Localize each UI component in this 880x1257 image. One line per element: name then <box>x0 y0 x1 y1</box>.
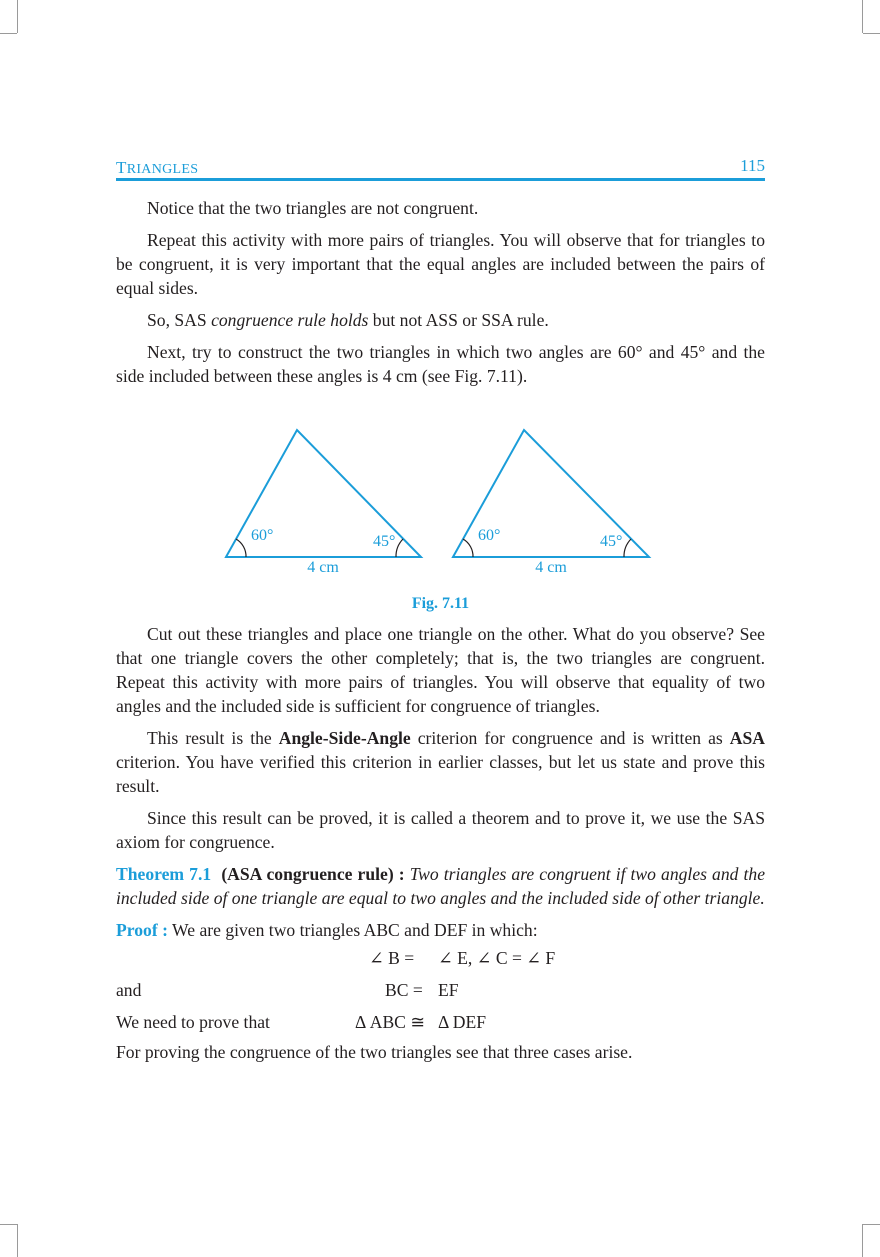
proof-line-1-rhs: ∠ E, ∠ C = ∠ F <box>438 948 556 968</box>
triangle-1-base-label: 4 cm <box>307 559 339 576</box>
page-number: 115 <box>740 156 765 175</box>
triangle-2-angle-arc-left <box>463 539 473 557</box>
crop-mark-bottom-left-h <box>0 1224 17 1225</box>
proof-line-3-lhs: Δ ABC ≅ <box>355 1012 426 1032</box>
triangle-1-angle-right-label: 45° <box>373 533 396 550</box>
paragraph-1: Notice that the two triangles are not congruent. <box>147 198 479 218</box>
theorem-name: (ASA congruence rule) : <box>221 864 405 884</box>
proof-line-2 <box>116 974 765 1006</box>
crop-mark-top-right-v <box>862 0 863 33</box>
proof-intro: Proof : We are given two triangles ABC and DEF in which: <box>116 920 538 940</box>
triangle-2-angle-left-label: 60° <box>478 527 501 544</box>
proof-line-2-word: and <box>116 980 142 1000</box>
proof-line-2-lhs: BC = <box>385 980 423 1000</box>
paragraph-2: Repeat this activity with more pairs of triangles. You will observe that for triangles to be congruent, it is very important that the equal angles are included between the pairs of equal sides. <box>116 230 765 298</box>
crop-mark-top-right-h <box>863 33 880 34</box>
proof-line-2-rhs: EF <box>438 980 459 1000</box>
theorem-7-1 <box>116 862 765 910</box>
theorem-statement: Two triangles are congruent if two angles and the included side of one triangle are equal to two angles and the included side of other triangle. <box>116 864 766 908</box>
proof-line-3-rhs: Δ DEF <box>438 1012 486 1032</box>
paragraph-4: Next, try to construct the two triangles in which two angles are 60° and 45° and the side included between these angles is 4 cm (see Fig. 7.11). <box>116 342 765 386</box>
triangles-diagram <box>116 402 765 580</box>
crop-mark-top-left-v <box>17 0 18 33</box>
paragraph-6: This result is the Angle-Side-Angle criterion for congruence and is written as ASA criterion. You have verified this criterion in earlier classes, but let us state and prove this result. <box>116 728 765 796</box>
header-rule <box>116 178 765 181</box>
triangle-2-angle-right-label: 45° <box>600 533 623 550</box>
page-body <box>116 196 765 1064</box>
paragraph-7: Since this result can be proved, it is called a theorem and to prove it, we use the SAS axiom for congruence. <box>116 808 765 852</box>
triangle-2-base-label: 4 cm <box>535 559 567 576</box>
figure-7-11 <box>116 402 765 612</box>
crop-mark-bottom-left-v <box>17 1224 18 1257</box>
chapter-title: TRIANGLES <box>116 158 199 177</box>
proof-line-1-lhs: ∠ B = <box>369 948 415 968</box>
triangle-1-angle-arc-left <box>236 539 246 557</box>
triangle-2 <box>453 430 649 576</box>
proof-line-1 <box>116 942 765 974</box>
proof-label: Proof : <box>116 920 168 940</box>
figure-caption: Fig. 7.11 <box>411 595 470 612</box>
proof-closing: For proving the congruence of the two triangles see that three cases arise. <box>116 1042 633 1062</box>
triangle-2-angle-arc-right <box>624 539 631 557</box>
crop-mark-bottom-right-h <box>863 1224 880 1225</box>
crop-mark-top-left-h <box>0 33 17 34</box>
running-header <box>116 156 765 178</box>
proof-line-3 <box>116 1006 765 1038</box>
theorem-label: Theorem 7.1 <box>116 864 212 884</box>
proof-line-3-word: We need to prove that <box>116 1012 270 1032</box>
triangle-1 <box>226 430 421 576</box>
paragraph-5: Cut out these triangles and place one triangle on the other. What do you observe? See that one triangle covers the other completely; that is, the two triangles are congruent. Repeat this activity with more pairs of triangles. You will observe that equality of two angles and the included side is sufficient for congruence of triangles. <box>116 624 765 716</box>
crop-mark-bottom-right-v <box>862 1224 863 1257</box>
paragraph-3: So, SAS congruence rule holds but not ASS or SSA rule. <box>147 310 549 330</box>
triangle-1-angle-left-label: 60° <box>251 527 274 544</box>
triangle-1-angle-arc-right <box>396 539 403 557</box>
